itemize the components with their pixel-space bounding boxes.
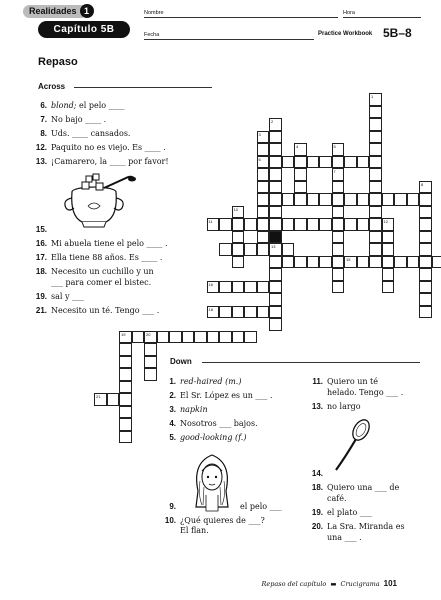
crossword-cell[interactable] xyxy=(232,206,245,219)
crossword-cell[interactable] xyxy=(269,318,282,331)
crossword-cell[interactable] xyxy=(307,218,320,231)
crossword-cell[interactable] xyxy=(257,281,270,294)
crossword-cell[interactable] xyxy=(244,306,257,319)
crossword-black-cell xyxy=(269,231,282,244)
crossword-cell-number: 19 xyxy=(121,331,126,337)
crossword-cell[interactable] xyxy=(244,331,257,344)
crossword-cell[interactable] xyxy=(332,243,345,256)
crossword-cell[interactable] xyxy=(357,256,370,269)
chapter-label: Capítulo 5B xyxy=(38,21,130,38)
crossword-cell[interactable] xyxy=(269,293,282,306)
crossword-cell[interactable] xyxy=(332,193,345,206)
crossword-cell[interactable] xyxy=(357,156,370,169)
fecha-label: Fecha xyxy=(144,32,160,38)
crossword-cell[interactable] xyxy=(332,231,345,244)
crossword-cell[interactable] xyxy=(119,331,132,344)
crossword-cell[interactable] xyxy=(319,156,332,169)
crossword-cell[interactable] xyxy=(332,206,345,219)
down-clue-9: 9. el pelo ___ xyxy=(169,502,282,511)
down-clue-18-cont: café. xyxy=(327,494,347,503)
crossword-cell[interactable] xyxy=(369,143,382,156)
crossword-cell[interactable] xyxy=(369,231,382,244)
crossword-cell[interactable] xyxy=(219,218,232,231)
crossword-cell[interactable] xyxy=(369,118,382,131)
crossword-cell[interactable] xyxy=(332,281,345,294)
crossword-cell[interactable] xyxy=(119,368,132,381)
crossword-cell-number: 21 xyxy=(96,394,101,399)
crossword-cell[interactable] xyxy=(344,218,357,231)
crossword-cell[interactable] xyxy=(319,256,332,269)
crossword-cell-number: 16 xyxy=(208,281,213,287)
crossword-cell-number: 8 xyxy=(421,181,424,187)
crossword-cell[interactable] xyxy=(369,193,382,206)
crossword-cell-number: 15 xyxy=(346,256,351,262)
crossword-cell[interactable] xyxy=(282,243,295,256)
crossword-cell[interactable] xyxy=(144,356,157,369)
crossword-cell[interactable] xyxy=(269,281,282,294)
crossword-cell[interactable] xyxy=(369,93,382,106)
down-clue-20-cont: una ___ . xyxy=(327,533,362,542)
crossword-cell[interactable] xyxy=(257,231,270,244)
crossword-cell[interactable] xyxy=(257,168,270,181)
across-clue-6: 6. blond; el pelo ____ xyxy=(40,101,125,110)
across-clue-15: 15. xyxy=(35,225,47,234)
crossword-cell[interactable] xyxy=(369,156,382,169)
crossword-cell[interactable] xyxy=(257,143,270,156)
crossword-cell[interactable] xyxy=(294,193,307,206)
crossword-cell[interactable] xyxy=(269,243,282,256)
down-clue-11-cont: helado. Tengo ___ . xyxy=(327,388,404,397)
crossword-cell[interactable] xyxy=(282,193,295,206)
crossword-cell[interactable] xyxy=(294,256,307,269)
crossword-cell[interactable] xyxy=(282,256,295,269)
crossword-cell[interactable] xyxy=(419,193,432,206)
crossword-cell-number: 2 xyxy=(271,119,274,124)
nombre-label: Nombre xyxy=(144,10,164,16)
crossword-cell[interactable] xyxy=(244,243,257,256)
footer-caption: Repaso del capítulo xyxy=(261,579,327,588)
down-clue-20: 20. La Sra. Miranda es xyxy=(311,522,405,531)
sugar-bowl-illustration xyxy=(60,172,140,230)
crossword-cell[interactable] xyxy=(344,193,357,206)
crossword-cell[interactable] xyxy=(369,131,382,144)
crossword-cell[interactable] xyxy=(157,331,170,344)
crossword-cell[interactable] xyxy=(419,306,432,319)
crossword-cell[interactable] xyxy=(219,243,232,256)
crossword-cell[interactable] xyxy=(369,256,382,269)
down-clue-19: 19. el plato ___ xyxy=(311,508,372,517)
crossword-cell[interactable] xyxy=(244,281,257,294)
across-clue-17: 17. Ella tiene 88 años. Es ____ . xyxy=(35,253,163,262)
crossword-cell[interactable] xyxy=(319,193,332,206)
crossword-cell[interactable] xyxy=(207,306,220,319)
crossword-cell[interactable] xyxy=(394,256,407,269)
across-heading: Across xyxy=(38,82,66,91)
crossword-cell[interactable] xyxy=(232,281,245,294)
crossword-cell[interactable] xyxy=(94,393,107,406)
crossword-cell[interactable] xyxy=(269,156,282,169)
crossword-cell[interactable] xyxy=(332,156,345,169)
crossword-cell[interactable] xyxy=(369,243,382,256)
crossword-cell[interactable] xyxy=(119,343,132,356)
crossword-cell-number: 18 xyxy=(208,306,213,312)
down-clue-3: 3. napkin xyxy=(169,405,208,414)
crossword-cell[interactable] xyxy=(419,281,432,294)
page-code: 5B–8 xyxy=(383,26,412,40)
crossword-cell[interactable] xyxy=(232,231,245,244)
crossword-cell[interactable] xyxy=(419,268,432,281)
crossword-cell[interactable] xyxy=(307,193,320,206)
nombre-line[interactable] xyxy=(144,17,338,18)
crossword-cell-number: 10 xyxy=(233,206,238,212)
crossword-cell[interactable] xyxy=(282,218,295,231)
crossword-cell[interactable] xyxy=(419,243,432,256)
fecha-line[interactable] xyxy=(144,39,314,40)
crossword-cell[interactable] xyxy=(232,243,245,256)
crossword-cell[interactable] xyxy=(119,418,132,431)
crossword-cell[interactable] xyxy=(182,331,195,344)
crossword-cell[interactable] xyxy=(382,268,395,281)
crossword-cell[interactable] xyxy=(419,181,432,194)
page-title: Repaso xyxy=(38,56,78,68)
across-clue-7: 7. No bajo ____ . xyxy=(40,115,107,124)
down-clue-10: 10. ¿Qué quieres de ___? xyxy=(164,516,265,525)
crossword-cell-number: 11 xyxy=(208,219,213,224)
down-clue-10-answer: El flan. xyxy=(180,526,209,535)
crossword-cell[interactable] xyxy=(119,431,132,444)
crossword-cell[interactable] xyxy=(269,268,282,281)
down-clue-4: 4. Nosotros ___ bajos. xyxy=(169,419,258,428)
crossword-cell[interactable] xyxy=(369,106,382,119)
crossword-cell[interactable] xyxy=(357,218,370,231)
crossword-cell[interactable] xyxy=(332,143,345,156)
crossword-cell[interactable] xyxy=(119,381,132,394)
crossword-cell[interactable] xyxy=(257,206,270,219)
across-clue-21: 21. Necesito un té. Tengo ___ . xyxy=(35,306,160,315)
crossword-cell[interactable] xyxy=(257,156,270,169)
page-number: 101 xyxy=(383,579,397,588)
crossword-cell[interactable] xyxy=(332,268,345,281)
crossword-cell[interactable] xyxy=(219,306,232,319)
crossword-cell[interactable] xyxy=(257,243,270,256)
crossword-cell[interactable] xyxy=(269,218,282,231)
down-clue-18: 18. Quiero una ___ de xyxy=(311,483,400,492)
down-clue-5: 5. good-looking (f.) xyxy=(169,433,247,442)
crossword-cell[interactable] xyxy=(407,193,420,206)
down-clue-13: 13. no largo xyxy=(311,402,361,411)
crossword-cell[interactable] xyxy=(144,368,157,381)
crossword-cell[interactable] xyxy=(332,256,345,269)
crossword-cell[interactable] xyxy=(257,218,270,231)
crossword-cell[interactable] xyxy=(219,281,232,294)
page-footer xyxy=(262,579,397,588)
down-clue-11: 11. Quiero un té xyxy=(312,377,378,386)
crossword-cell[interactable] xyxy=(294,181,307,194)
crossword-cell[interactable] xyxy=(269,193,282,206)
across-clue-16: 16. Mi abuela tiene el pelo ____ . xyxy=(35,239,168,248)
crossword-cell[interactable] xyxy=(332,168,345,181)
realidades-label: Realidades xyxy=(23,5,83,18)
across-clue-13: 13. ¡Camarero, la ____ por favor! xyxy=(35,157,169,166)
crossword-cell-number: 6 xyxy=(258,156,261,162)
crossword-cell-number: 5 xyxy=(333,144,336,149)
crossword-cell-number: 1 xyxy=(371,94,374,99)
crossword-cell[interactable] xyxy=(382,281,395,294)
crossword-cell[interactable] xyxy=(369,206,382,219)
down-clue-2: 2. El Sr. López es un ___ . xyxy=(169,391,273,400)
crossword-cell[interactable] xyxy=(232,306,245,319)
crossword-cell[interactable] xyxy=(207,218,220,231)
crossword-cell[interactable] xyxy=(432,256,441,269)
crossword-cell[interactable] xyxy=(269,181,282,194)
crossword-cell[interactable] xyxy=(319,218,332,231)
across-clue-8: 8. Uds. ____ cansados. xyxy=(40,129,131,138)
crossword-cell[interactable] xyxy=(169,331,182,344)
crossword-cell[interactable] xyxy=(294,143,307,156)
crossword-cell[interactable] xyxy=(419,206,432,219)
crossword-cell[interactable] xyxy=(382,256,395,269)
hora-label: Hora xyxy=(343,10,355,16)
crossword-cell[interactable] xyxy=(407,256,420,269)
crossword-cell[interactable] xyxy=(307,156,320,169)
down-clue-1: 1. red-haired (m.) xyxy=(169,377,242,386)
spoon-illustration xyxy=(330,418,374,474)
crossword-cell[interactable] xyxy=(269,256,282,269)
crossword-cell[interactable] xyxy=(219,331,232,344)
crossword-cell-number: 7 xyxy=(333,169,336,174)
hora-line[interactable] xyxy=(343,17,421,18)
crossword-cell[interactable] xyxy=(294,168,307,181)
crossword-cell-number: 3 xyxy=(258,131,261,137)
crossword-cell[interactable] xyxy=(257,193,270,206)
footer-dash: ▬ xyxy=(330,579,337,588)
footer-section: Crucigrama xyxy=(340,579,380,588)
crossword-cell[interactable] xyxy=(419,218,432,231)
across-clue-18: 18. Necesito un cuchillo y un xyxy=(35,267,154,276)
crossword-cell[interactable] xyxy=(207,281,220,294)
crossword-cell-number: 4 xyxy=(296,144,299,149)
crossword-cell[interactable] xyxy=(232,218,245,231)
crossword-cell-number: 13 xyxy=(271,244,276,249)
crossword-cell[interactable] xyxy=(269,131,282,144)
crossword-cell[interactable] xyxy=(119,393,132,406)
crossword-cell[interactable] xyxy=(269,306,282,319)
crossword-cell[interactable] xyxy=(144,343,157,356)
crossword-cell[interactable] xyxy=(194,331,207,344)
crossword-cell[interactable] xyxy=(207,331,220,344)
crossword-cell[interactable] xyxy=(107,393,120,406)
crossword-cell-number: 12 xyxy=(383,219,388,224)
crossword-cell[interactable] xyxy=(257,181,270,194)
crossword-cell[interactable] xyxy=(232,331,245,344)
crossword-cell[interactable] xyxy=(344,156,357,169)
crossword-cell[interactable] xyxy=(344,256,357,269)
crossword-cell[interactable] xyxy=(332,218,345,231)
crossword-cell[interactable] xyxy=(369,218,382,231)
crossword-cell[interactable] xyxy=(382,243,395,256)
crossword-cell[interactable] xyxy=(294,156,307,169)
crossword-cell[interactable] xyxy=(369,181,382,194)
down-clue-14: 14. xyxy=(311,469,323,478)
crossword-cell[interactable] xyxy=(144,331,157,344)
down-heading: Down xyxy=(170,357,192,366)
realidades-badge xyxy=(23,4,94,18)
crossword-cell[interactable] xyxy=(282,156,295,169)
crossword-cell[interactable] xyxy=(382,218,395,231)
crossword-cell[interactable] xyxy=(419,256,432,269)
across-clue-18-cont: ___ para comer el bistec. xyxy=(51,278,152,287)
across-clue-12: 12. Paquito no es viejo. Es ____ . xyxy=(35,143,166,152)
crossword-cell[interactable] xyxy=(269,206,282,219)
crossword-cell[interactable] xyxy=(269,118,282,131)
crossword-cell[interactable] xyxy=(132,331,145,344)
crossword-cell[interactable] xyxy=(232,256,245,269)
crossword-cell-number: 20 xyxy=(146,331,151,337)
crossword-cell[interactable] xyxy=(294,218,307,231)
crossword-cell[interactable] xyxy=(244,218,257,231)
down-rule xyxy=(202,362,420,363)
crossword-cell[interactable] xyxy=(307,256,320,269)
across-rule xyxy=(74,87,212,88)
across-clue-19: 19. sal y ___ xyxy=(35,292,85,301)
crossword-cell[interactable] xyxy=(269,143,282,156)
crossword-cell[interactable] xyxy=(419,293,432,306)
crossword-cell[interactable] xyxy=(382,193,395,206)
crossword-cell[interactable] xyxy=(369,168,382,181)
crossword-cell[interactable] xyxy=(332,181,345,194)
level-number: 1 xyxy=(80,4,94,18)
crossword-cell[interactable] xyxy=(357,193,370,206)
crossword-cell[interactable] xyxy=(269,168,282,181)
crossword-cell[interactable] xyxy=(419,231,432,244)
crossword-cell[interactable] xyxy=(257,306,270,319)
crossword-cell[interactable] xyxy=(257,131,270,144)
crossword-cell[interactable] xyxy=(119,406,132,419)
crossword-cell[interactable] xyxy=(394,193,407,206)
crossword-cell[interactable] xyxy=(119,356,132,369)
workbook-label: Practice Workbook xyxy=(318,31,373,37)
crossword-cell[interactable] xyxy=(382,231,395,244)
